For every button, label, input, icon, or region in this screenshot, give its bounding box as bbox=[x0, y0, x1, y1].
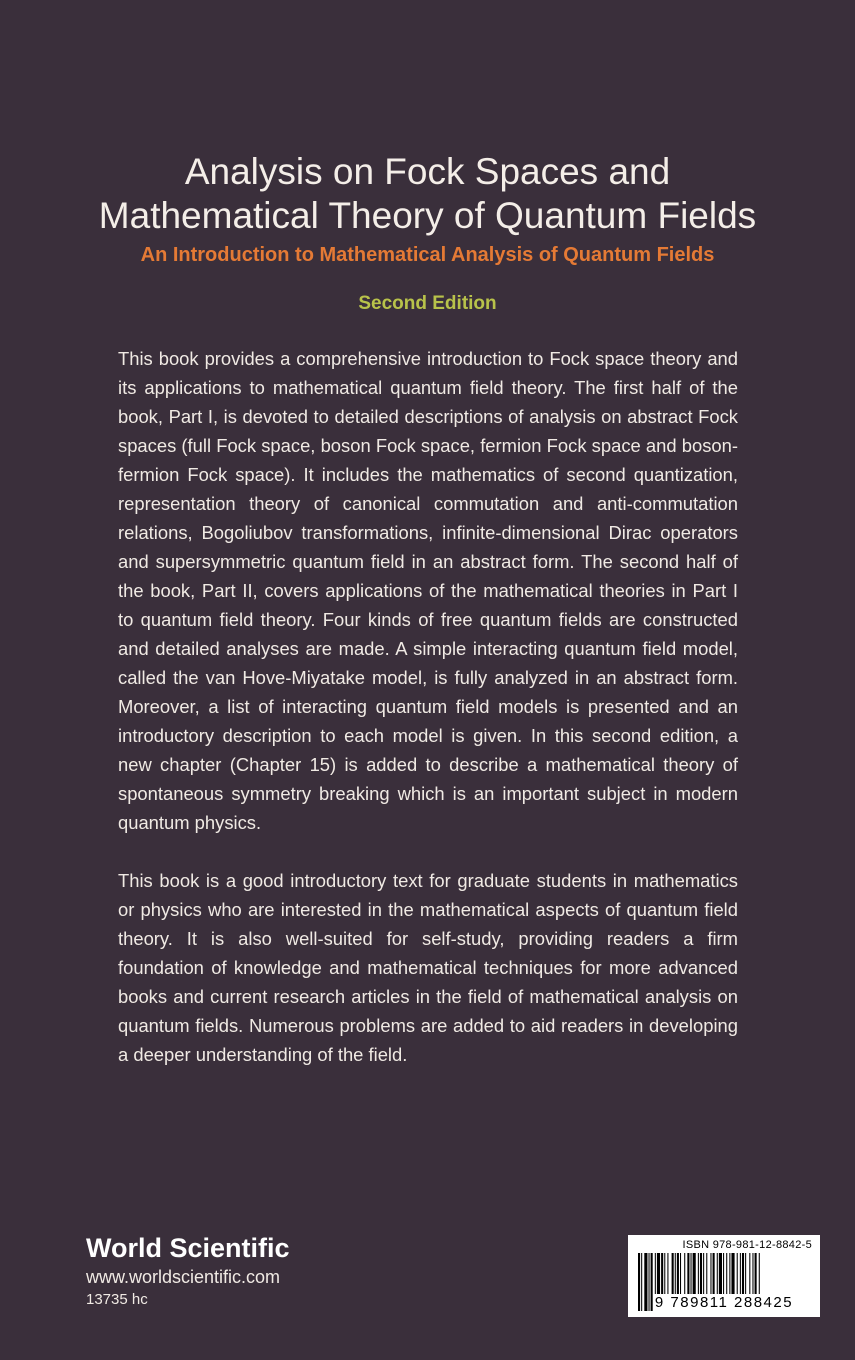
book-title-line-2: Mathematical Theory of Quantum Fields bbox=[98, 195, 757, 236]
book-subtitle: An Introduction to Mathematical Analysis of Quantum Fields bbox=[140, 244, 715, 266]
book-title-line-1: Analysis on Fock Spaces and bbox=[184, 151, 671, 192]
barcode-digits-wrap bbox=[636, 1295, 812, 1311]
description-paragraph-2: This book is a good introductory text for graduate students in mathematics or physics who are interested in the mathematical aspects of quantum field theory. It is also well-suited for self-study, providing readers a firm foundation of knowledge and mathematical techniques for more advanced books and current research articles in the field of mathematical analysis on quantum fields. Numerous problems are added to aid readers in developing a deeper understanding of the field. bbox=[118, 870, 738, 1065]
publisher-name: World Scientific bbox=[86, 1233, 290, 1263]
publisher-code: 13735 hc bbox=[86, 1291, 148, 1308]
title-block bbox=[0, 150, 855, 316]
edition-label: Second Edition bbox=[358, 293, 497, 314]
book-description bbox=[118, 344, 738, 1098]
isbn-label: ISBN 978-981-12-8842-5 bbox=[682, 1239, 812, 1251]
publisher-url: www.worldscientific.com bbox=[86, 1267, 281, 1287]
isbn-barcode bbox=[628, 1235, 820, 1317]
barcode-digits: 9 789811 288425 bbox=[654, 1294, 794, 1311]
publisher-block bbox=[86, 1232, 290, 1311]
description-paragraph-1: This book provides a comprehensive introduction to Fock space theory and its applications to mathematical quantum field theory. The first half of the book, Part I, is devoted to detailed descriptions of analysis on abstract Fock spaces (full Fock space, boson Fock space, fermion Fock space and boson-fermion Fock space). It includes the mathematics of second quantization, representation theory of canonical commutation and anti-commutation relations, Bogoliubov transformations, infinite-dimensional Dirac operators and supersymmetric quantum field in an abstract form. The second half of the book, Part II, covers applications of the mathematical theories in Part I to quantum field theory. Four kinds of free quantum fields are constructed and detailed analyses are made. A simple interacting quantum field model, called the van Hove-Miyatake model, is fully analyzed in an abstract form. Moreover, a list of interacting quantum field models is presented and an introductory description to each model is given. In this second edition, a new chapter (Chapter 15) is added to describe a mathematical theory of spontaneous symmetry breaking which is an important subject in modern quantum physics. bbox=[118, 348, 738, 833]
